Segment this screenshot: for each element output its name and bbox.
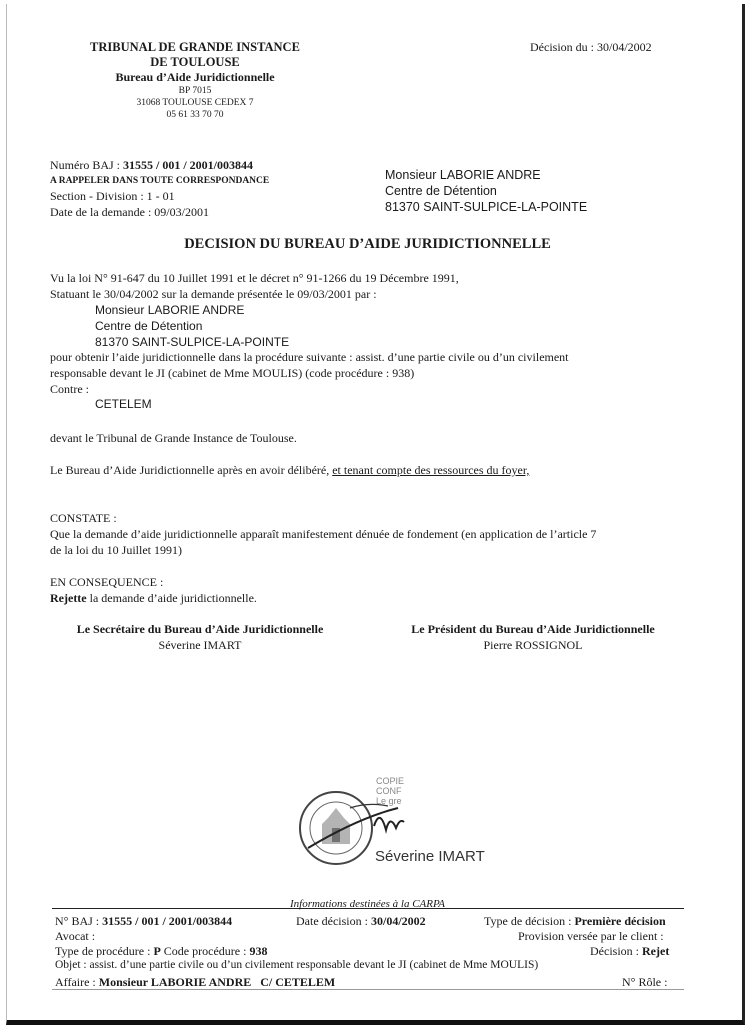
copy-stamp: [376, 776, 404, 806]
court-name: TRIBUNAL DE GRANDE INSTANCE: [90, 40, 300, 54]
contre-label: Contre :: [50, 382, 89, 396]
statuant-line: Statuant le 30/04/2002 sur la demande présentée le 09/03/2001 par :: [50, 287, 377, 301]
constate-line-1: Que la demande d’aide juridictionnelle apparaît manifestement dénuée de fondement (en application de l’article 7: [50, 527, 597, 541]
footer-type-proc-value: P: [153, 944, 161, 958]
footer-decision-label: Décision :: [590, 944, 642, 958]
section-division: Section - Division : 1 - 01: [50, 189, 175, 203]
baj-number-label: Numéro BAJ :: [50, 158, 123, 172]
footer-procedure: [55, 944, 267, 959]
reminder-note: A RAPPELER DANS TOUTE CORRESPONDANCE: [50, 176, 270, 186]
deliberation-underlined: et tenant compte des ressources du foyer,: [332, 463, 530, 477]
rejection-text: la demande d’aide juridictionnelle.: [86, 591, 257, 605]
footer-bottom-rule: [52, 989, 684, 990]
footer-provision: Provision versée par le client :: [518, 929, 664, 943]
document-title: DECISION DU BUREAU D’AIDE JURIDICTIONNELLE: [184, 236, 551, 252]
president-title: Le Président du Bureau d’Aide Juridictionnelle: [411, 622, 655, 636]
applicant-line3: 81370 SAINT-SULPICE-LA-POINTE: [95, 335, 290, 349]
footer-affaire-label: Affaire :: [55, 975, 99, 989]
footer-objet: Objet : assist. d’une partie civile ou d’un civilement responsable devant le JI (cabinet de Mme MOULIS): [55, 959, 539, 971]
secretary-title: Le Secrétaire du Bureau d’Aide Juridictionnelle: [76, 622, 324, 636]
constate-line-2: de la loi du 10 Juillet 1991): [50, 543, 182, 557]
footer-decision: [590, 944, 669, 959]
footer-affaire-contre: C/ CETELEM: [260, 975, 336, 989]
applicant-address: [95, 302, 289, 350]
deliberation: [50, 462, 680, 478]
recipient-line3: 81370 SAINT-SULPICE-LA-POINTE: [385, 200, 588, 214]
footer-decision-date: [296, 914, 426, 929]
footer-code-proc-label: Code procédure :: [160, 944, 250, 958]
footer-baj: [55, 914, 232, 929]
recipient-name: Monsieur LABORIE ANDRE: [385, 168, 541, 182]
court-header: [60, 40, 330, 121]
secretary-name: Séverine IMART: [158, 638, 242, 652]
footer-code-proc-value: 938: [249, 944, 268, 958]
copy-stamp-line1: COPIE: [376, 776, 405, 786]
applicant-line2: Centre de Détention: [95, 319, 203, 333]
court-venue: devant le Tribunal de Grande Instance de Toulouse.: [50, 431, 297, 445]
footer-decision-value: Rejet: [642, 944, 670, 958]
office-bp: BP 7015: [178, 86, 212, 96]
carpa-heading: Informations destinées à la CARPA: [289, 898, 445, 910]
request-date: Date de la demande : 09/03/2001: [50, 205, 209, 219]
recipient-line2: Centre de Détention: [385, 184, 497, 198]
opposing-party: CETELEM: [95, 397, 152, 411]
office-name: Bureau d’Aide Juridictionnelle: [115, 70, 275, 84]
footer-type-label: Type de décision :: [484, 914, 575, 928]
footer-affaire: [55, 975, 335, 990]
office-postal: 31068 TOULOUSE CEDEX 7: [136, 98, 254, 108]
rejection-line: [50, 590, 680, 606]
legal-basis: Vu la loi N° 91-647 du 10 Juillet 1991 et le décret n° 91-1266 du 19 Décembre 1991,: [50, 271, 459, 285]
copy-stamp-line2: CONF: [376, 786, 402, 796]
footer-date-value: 30/04/2002: [370, 914, 426, 928]
office-phone: 05 61 33 70 70: [166, 110, 224, 120]
baj-number-value: 31555 / 001 / 2001/003844: [123, 158, 254, 172]
baj-number: [50, 158, 253, 173]
footer-role: N° Rôle :: [622, 975, 668, 989]
court-city: DE TOULOUSE: [150, 55, 240, 69]
rejection-keyword: Rejette: [50, 591, 87, 605]
consequence-label: EN CONSEQUENCE :: [50, 575, 164, 589]
footer-date-label: Date décision :: [296, 914, 371, 928]
copy-stamp-line3: Le gre: [376, 796, 402, 806]
constate-label: CONSTATE :: [50, 511, 117, 525]
footer-affaire-value: Monsieur LABORIE ANDRE: [98, 975, 252, 989]
decision-date: Décision du : 30/04/2002: [530, 40, 652, 54]
purpose-line-2: responsable devant le JI (cabinet de Mme MOULIS) (code procédure : 938): [50, 366, 415, 380]
footer-baj-value: 31555 / 001 / 2001/003844: [102, 914, 233, 928]
footer-type-proc-label: Type de procédure :: [55, 944, 154, 958]
footer-avocat: Avocat :: [55, 929, 96, 943]
applicant-name: Monsieur LABORIE ANDRE: [95, 303, 245, 317]
footer-type-value: Première décision: [574, 914, 666, 928]
footer-baj-label: N° BAJ :: [55, 914, 103, 928]
stamp-signature-name: Séverine IMART: [375, 848, 485, 865]
deliberation-text: Le Bureau d’Aide Juridictionnelle après en avoir délibéré,: [50, 463, 333, 477]
president-name: Pierre ROSSIGNOL: [483, 638, 583, 652]
footer-decision-type: [484, 914, 666, 929]
purpose-line-1: pour obtenir l’aide juridictionnelle dans la procédure suivante : assist. d’une partie civile ou d’un civilement: [50, 350, 569, 364]
recipient-address: [385, 167, 587, 215]
